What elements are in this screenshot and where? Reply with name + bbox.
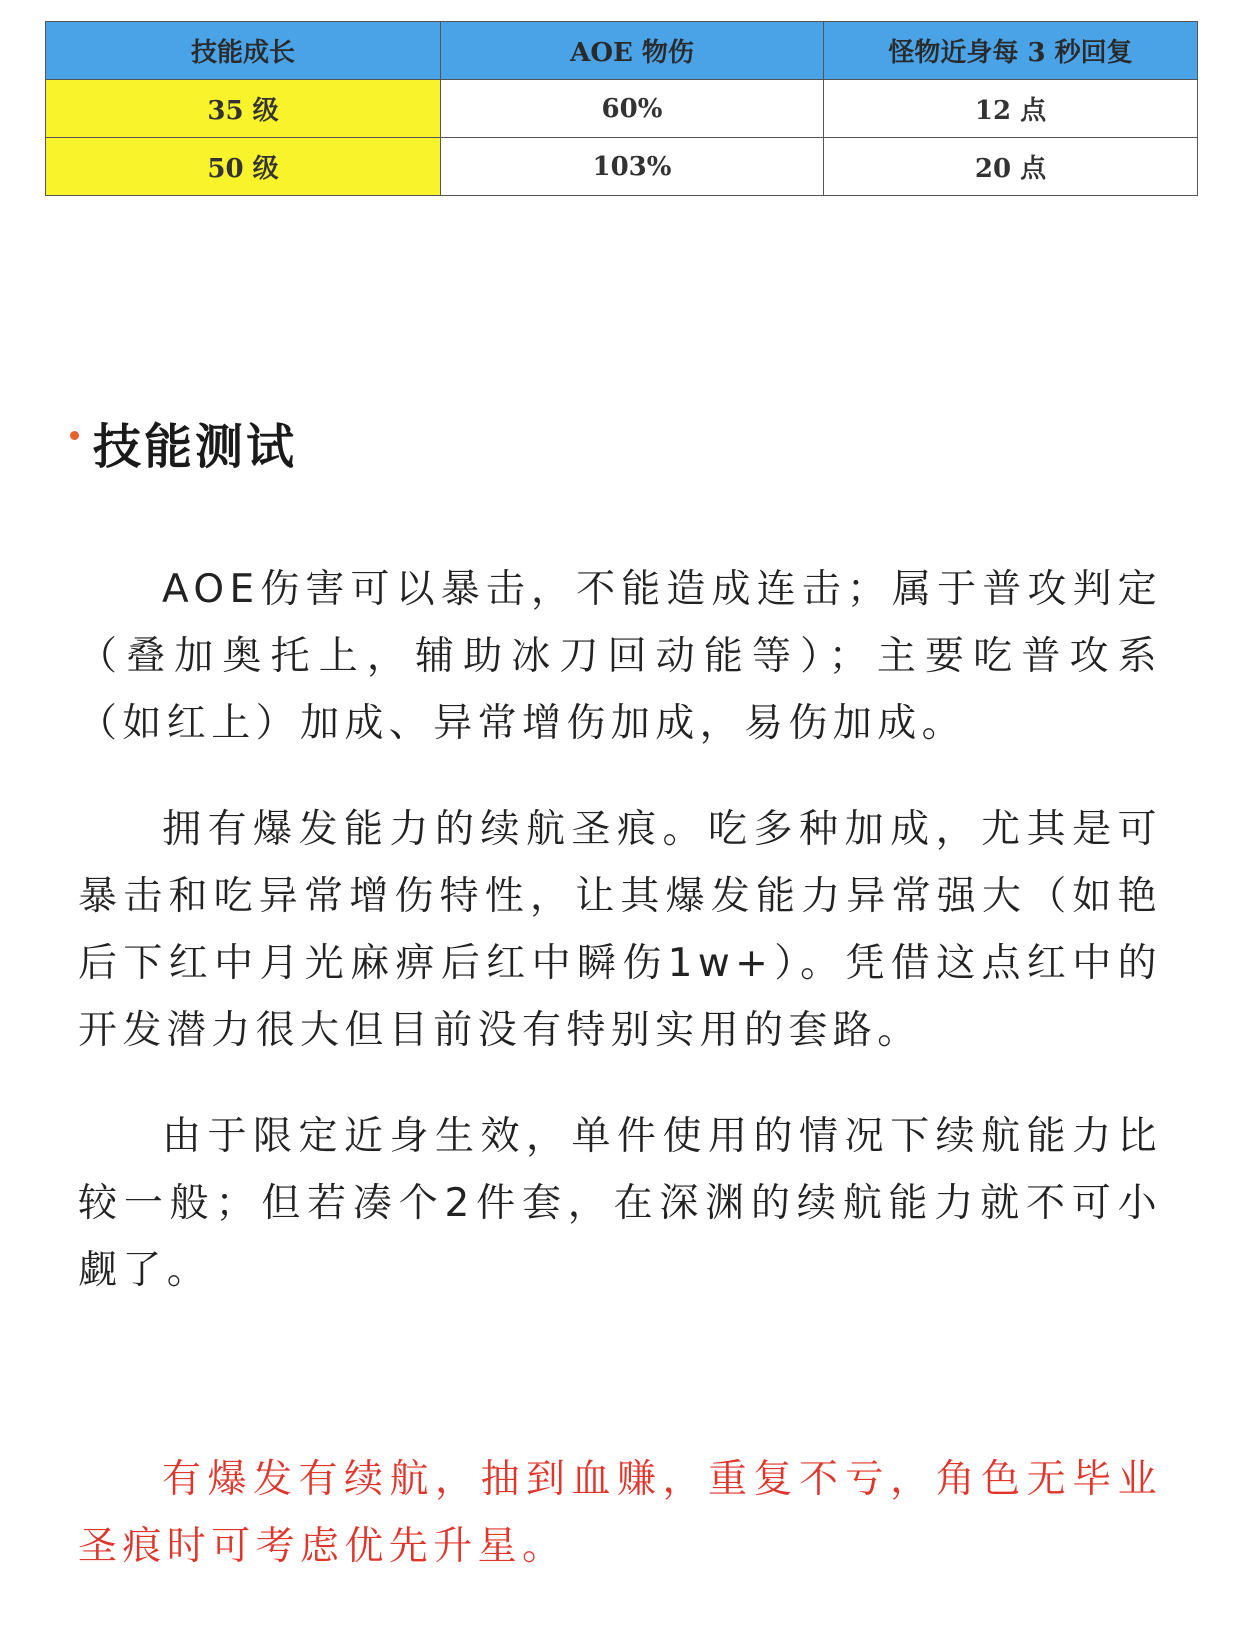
table-row [46, 80, 1198, 138]
paragraph-sustain-description: 由于限定近身生效，单件使用的情况下续航能力比较一般；但若凑个2件套，在深渊的续航能力就不可小觑了。 [78, 1114, 1162, 1293]
bullet-dot-icon [70, 431, 79, 440]
cell-level: 35 级 [46, 80, 441, 138]
paragraph-burst-description: 拥有爆发能力的续航圣痕。吃多种加成，尤其是可暴击和吃异常增伤特性，让其爆发能力异常强大（如艳后下红中月光麻痹后红中瞬伤1w+）。凭借这点红中的开发潜力很大但目前没有特别实用的套路。 [78, 807, 1162, 1053]
skill-growth-table [45, 21, 1198, 196]
cell-aoe: 60% [441, 80, 824, 138]
header-skill-growth: 技能成长 [46, 22, 441, 80]
header-aoe-damage: AOE 物伤 [441, 22, 824, 80]
table-header-row [46, 22, 1198, 80]
cell-aoe: 103% [441, 138, 824, 196]
section-title: 技能测试 [93, 418, 298, 475]
table-row [46, 138, 1198, 196]
cell-regen: 20 点 [824, 138, 1198, 196]
conclusion-text: 有爆发有续航，抽到血赚，重复不亏，角色无毕业圣痕时可考虑优先升星。 [78, 1457, 1162, 1569]
cell-regen: 12 点 [824, 80, 1198, 138]
paragraph-aoe-description: AOE伤害可以暴击，不能造成连击；属于普攻判定（叠加奥托上，辅助冰刀回动能等）；主要吃普攻系（如红上）加成、异常增伤加成，易伤加成。 [78, 567, 1162, 746]
header-regen: 怪物近身每 3 秒回复 [824, 22, 1198, 80]
cell-level: 50 级 [46, 138, 441, 196]
section-heading [70, 412, 298, 475]
